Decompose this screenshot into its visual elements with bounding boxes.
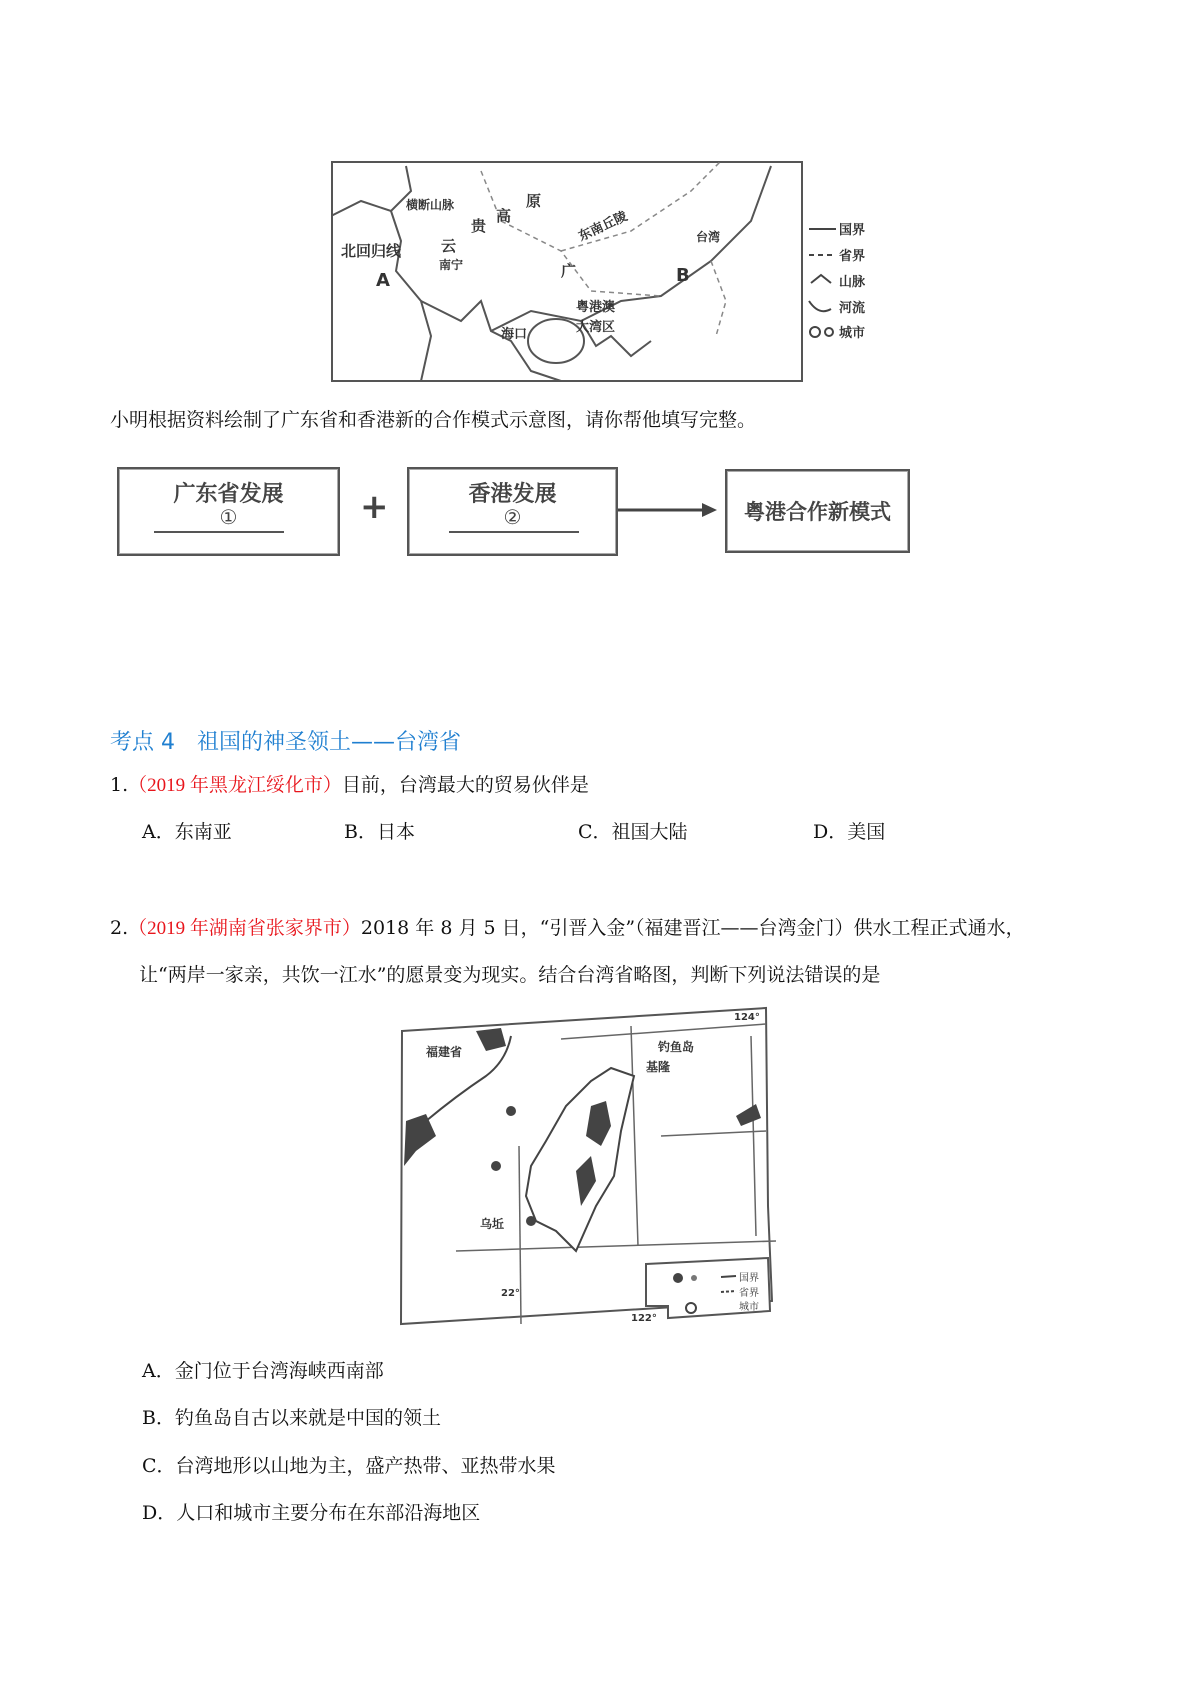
svg-text:省界: 省界	[739, 1288, 759, 1299]
map-label-b: B	[676, 265, 690, 286]
map-label-yun: 云	[441, 237, 457, 255]
section-heading: 考点 4 祖国的神圣领土——台湾省	[110, 730, 461, 755]
svg-text:河流: 河流	[839, 301, 866, 316]
guangdong-development-box	[117, 467, 340, 556]
map-label-haikou: 海口	[501, 327, 528, 342]
guangdong-region-map	[331, 161, 876, 383]
map-label-a: A	[376, 270, 390, 291]
svg-text:国界: 国界	[739, 1273, 759, 1284]
blank-marker: ②	[503, 505, 522, 529]
q1-option-b[interactable]: B．日本	[344, 821, 415, 843]
q1-option-d[interactable]: D．美国	[813, 821, 886, 843]
question-number: 2.	[110, 917, 129, 939]
map-label-plateau2: 原	[526, 192, 542, 210]
blank-marker: ①	[219, 505, 238, 529]
map-label-southeast-hills: 东南丘陵	[576, 209, 630, 245]
map-label-gui: 贵	[471, 217, 487, 235]
question-source: （2019 年黑龙江绥化市）	[128, 775, 342, 796]
cooperation-model-box	[725, 469, 910, 553]
q2-option-b[interactable]: B．钓鱼岛自古以来就是中国的领土	[142, 1407, 441, 1429]
svg-text:城市: 城市	[739, 1302, 759, 1313]
map-label-plateau1: 高	[496, 207, 512, 225]
box-title: 广东省发展	[173, 482, 284, 507]
svg-text:省界: 省界	[839, 249, 866, 264]
map-label-fujian: 福建省	[426, 1045, 463, 1059]
map-label-lat: 22°	[501, 1288, 520, 1299]
taiwan-province-map	[396, 1006, 812, 1338]
map-label-hengduan: 横断山脉	[406, 198, 455, 212]
q2-option-c[interactable]: C．台湾地形以山地为主，盛产热带、亚热带水果	[142, 1455, 556, 1477]
q2-option-d[interactable]: D．人口和城市主要分布在东部沿海地区	[142, 1502, 481, 1524]
map-label-guang: 广	[561, 262, 577, 280]
instruction-text: 小明根据资料绘制了广东省和香港新的合作模式示意图，请你帮他填写完整。	[110, 409, 757, 431]
question-1	[110, 773, 589, 798]
map-label-bay-area-2: 大湾区	[576, 320, 616, 335]
question-source: （2019 年湖南省张家界市）	[128, 918, 361, 939]
question-stem-line1: 2018 年 8 月 5 日，“引晋入金”（福建晋江——台湾金门）供水工程正式通水，	[360, 917, 1025, 939]
map-label-diaoyu: 钓鱼岛	[658, 1040, 695, 1054]
svg-text:山脉: 山脉	[839, 275, 866, 290]
box-title: 香港发展	[468, 482, 557, 507]
question-number: 1.	[110, 774, 129, 796]
map-label-nanning: 南宁	[439, 258, 464, 272]
map-label-bay-area-1: 粤港澳	[576, 300, 616, 315]
q2-option-a[interactable]: A．金门位于台湾海峡西南部	[142, 1360, 384, 1382]
box-title: 粤港合作新模式	[744, 500, 891, 524]
q1-option-a[interactable]: A．东南亚	[142, 821, 232, 843]
map-label-taiwan: 台湾	[696, 230, 721, 244]
question-2	[110, 916, 1025, 941]
answer-line	[154, 531, 284, 533]
map-label-wuqiu: 乌坵	[480, 1217, 505, 1231]
map-label-lon122: 122°	[631, 1313, 657, 1324]
map2-legend	[646, 1258, 770, 1318]
map-label-tropic: 北回归线	[341, 242, 402, 260]
q1-option-c[interactable]: C．祖国大陆	[578, 821, 688, 843]
plus-sign: +	[360, 487, 389, 527]
svg-text:国界: 国界	[839, 223, 866, 238]
arrow-icon	[618, 500, 718, 520]
map1-legend	[809, 222, 866, 341]
question-stem: 目前，台湾最大的贸易伙伴是	[341, 774, 589, 796]
answer-line	[449, 531, 579, 533]
question-stem-line2: 让“两岸一家亲，共饮一江水”的愿景变为现实。结合台湾省略图，判断下列说法错误的是	[139, 964, 881, 986]
map-label-keelung: 基隆	[646, 1060, 671, 1074]
hongkong-development-box	[407, 467, 618, 556]
map-label-lon124: 124°	[734, 1012, 760, 1023]
svg-text:城市: 城市	[839, 326, 866, 341]
